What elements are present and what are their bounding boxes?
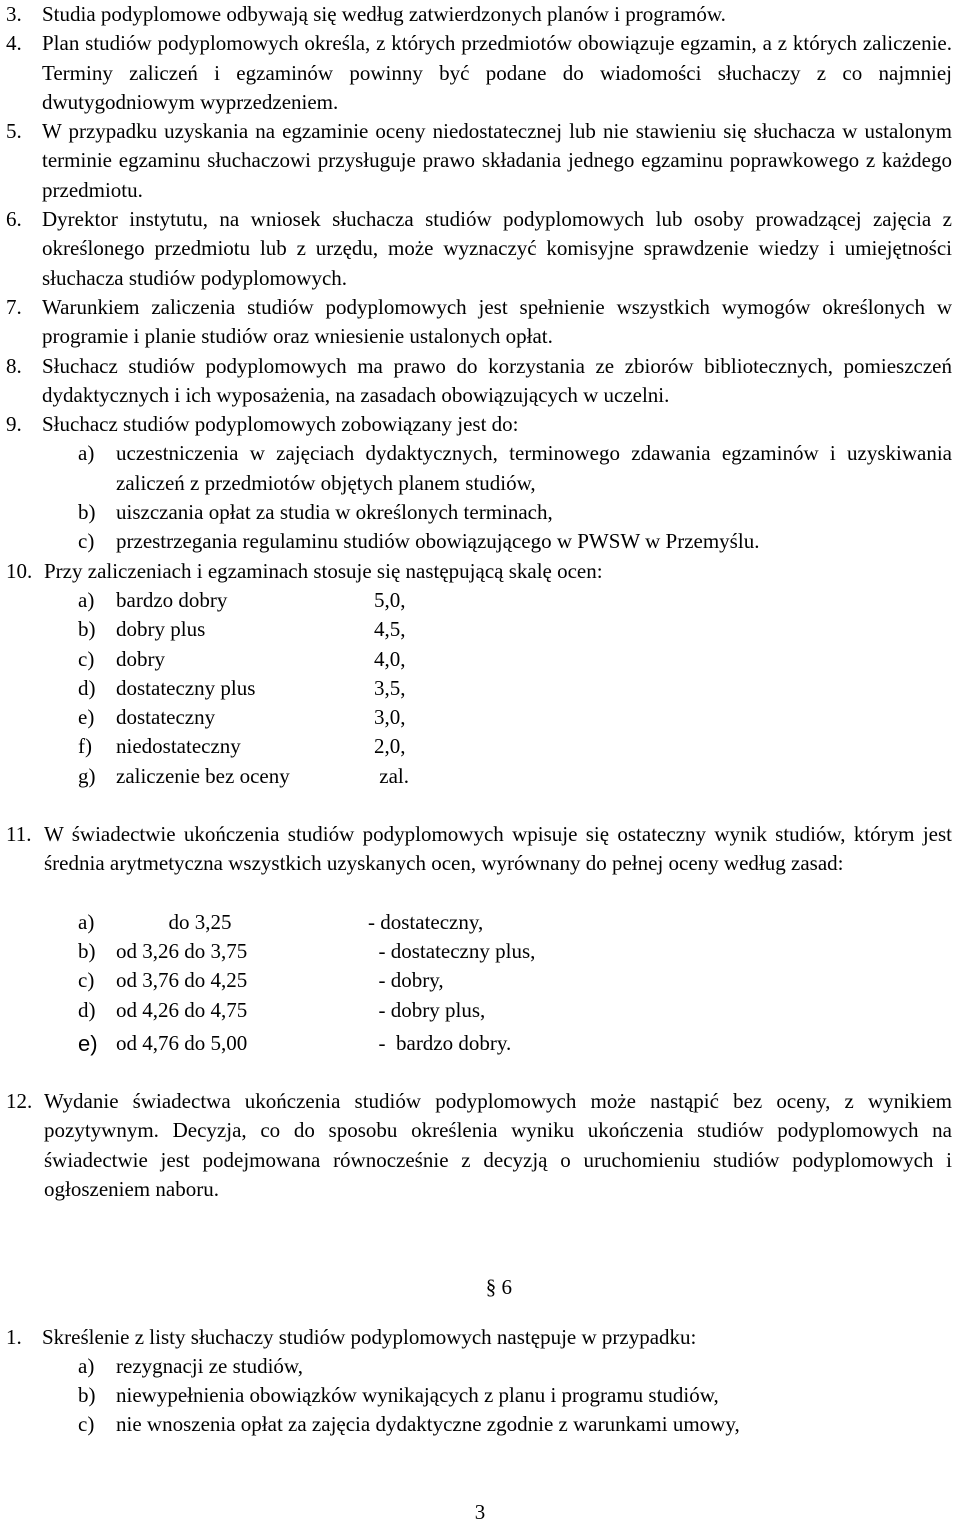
range-span: od 3,76 do 4,25 — [116, 968, 248, 993]
sub-text: uczestniczenia w zajęciach dydaktycznych, terminowego zdawania egzaminów i uzyskiwania zaliczeń z przedmiotów objętych planem studiów, — [116, 441, 952, 495]
sub-text: przestrzegania regulaminu studiów obowiązującego w PWSW w Przemyślu. — [116, 529, 760, 554]
sub-item-9c — [6, 527, 952, 556]
item-text: Studia podyplomowe odbywają się według zatwierdzonych planów i programów. — [42, 2, 726, 26]
item-text: W przypadku uzyskania na egzaminie oceny niedostatecznej lub nie stawieniu się słuchacza w ustalonym terminie egzaminu słuchaczowi przysługuje prawo składania jednego egzaminu poprawkowego z każdego przedmiotu. — [42, 119, 952, 202]
grade-row — [6, 762, 952, 791]
grade-value: 5,0, — [374, 587, 406, 612]
sub-letter: a) — [78, 441, 95, 466]
range-span: do 3,25 — [116, 909, 232, 934]
grade-value: zal. — [374, 763, 409, 788]
sub-item-1b — [6, 1381, 952, 1410]
sub-item-1c — [6, 1410, 952, 1439]
range-result: - dostateczny plus, — [368, 938, 536, 963]
grade-name: bardzo dobry — [116, 587, 228, 612]
grade-letter: c) — [78, 646, 95, 671]
grade-row — [6, 732, 952, 761]
item-number: 8. — [6, 353, 22, 378]
grade-value: 3,0, — [374, 705, 406, 730]
range-result: - dobry, — [368, 968, 444, 993]
grade-value: 4,5, — [374, 617, 406, 642]
spacer — [6, 791, 952, 820]
grade-name: dobry plus — [116, 617, 206, 642]
item-text: Przy zaliczeniach i egzaminach stosuje się następującą skalę ocen: — [44, 558, 603, 583]
paragraph-item-7 — [6, 293, 952, 352]
item-number: 9. — [6, 412, 22, 437]
grade-row — [6, 645, 952, 674]
sub-text: nie wnoszenia opłat za zajęcia dydaktyczne zgodnie z warunkami umowy, — [116, 1412, 740, 1437]
paragraph-item-5 — [6, 117, 952, 205]
spacer — [6, 1303, 952, 1323]
item-number: 1. — [6, 1324, 22, 1349]
sub-item-1a — [6, 1352, 952, 1381]
spacer — [6, 879, 952, 908]
sub-item-9b — [6, 498, 952, 527]
grade-name: zaliczenie bez oceny — [116, 763, 290, 788]
grade-row — [6, 703, 952, 732]
range-row — [6, 937, 952, 966]
grade-letter: a) — [78, 587, 95, 612]
paragraph-item-11 — [6, 820, 952, 879]
paragraph-item-4 — [6, 29, 952, 117]
range-letter: e) — [78, 1030, 98, 1056]
item-text: Warunkiem zaliczenia studiów podyplomowych jest spełnienie wszystkich wymogów określonych w programie i planie studiów oraz wniesienie ustalonych opłat. — [42, 294, 952, 349]
sub-letter: b) — [78, 1383, 96, 1408]
range-letter: c) — [78, 968, 95, 993]
paragraph-item-9 — [6, 410, 952, 439]
sub-letter: b) — [78, 500, 96, 525]
grade-letter: e) — [78, 705, 95, 730]
item-text: W świadectwie ukończenia studiów podyplomowych wpisuje się ostateczny wynik studiów, którym jest średnia arytmetyczna wszystkich uzyskanych ocen, wyrównany do pełnej oceny według zasad: — [44, 822, 952, 876]
range-result: - dobry plus, — [368, 997, 486, 1022]
range-letter: b) — [78, 938, 96, 963]
item-number: 6. — [6, 207, 22, 232]
item-text: Dyrektor instytutu, na wniosek słuchacza studiów podyplomowych lub osoby prowadzącej zajęcia z określonego przedmiotu lub z urzędu, może wyznaczyć komisyjne sprawdzenie wiedzy i umiejętności słuchacza studiów podyplomowych. — [42, 207, 952, 290]
item-number: 7. — [6, 294, 22, 319]
grade-row — [6, 586, 952, 615]
range-span: od 4,76 do 5,00 — [116, 1030, 248, 1055]
grade-value: 4,0, — [374, 646, 406, 671]
range-result: - bardzo dobry. — [368, 1030, 512, 1055]
grade-letter: b) — [78, 617, 96, 642]
grade-value: 2,0, — [374, 734, 406, 759]
section-item-1 — [6, 1323, 952, 1352]
item-number: 3. — [6, 2, 22, 26]
range-letter: a) — [78, 909, 95, 934]
range-result: - dostateczny, — [368, 909, 484, 934]
sub-item-9a — [6, 439, 952, 498]
section-heading: § 6 — [485, 1275, 512, 1300]
paragraph-item-10 — [6, 557, 952, 586]
range-letter: d) — [78, 997, 96, 1022]
sub-text: uiszczania opłat za studia w określonych terminach, — [116, 500, 553, 525]
grade-letter: d) — [78, 675, 96, 700]
spacer — [6, 1204, 952, 1233]
item-number: 11. — [6, 822, 32, 847]
grade-name: dostateczny plus — [116, 675, 256, 700]
sub-letter: c) — [78, 1412, 95, 1437]
item-text: Słuchacz studiów podyplomowych ma prawo do korzystania ze zbiorów bibliotecznych, pomieszczeń dydaktycznych i ich wyposażenia, na zasadach obowiązujących w uczelni. — [42, 353, 952, 407]
grade-row — [6, 674, 952, 703]
grade-row — [6, 615, 952, 644]
sub-text: rezygnacji ze studiów, — [116, 1353, 303, 1378]
sub-letter: a) — [78, 1353, 95, 1378]
range-span: od 4,26 do 4,75 — [116, 997, 248, 1022]
spacer — [6, 1233, 952, 1253]
range-span: od 3,26 do 3,75 — [116, 938, 248, 963]
sub-text: niewypełnienia obowiązków wynikających z planu i programu studiów, — [116, 1383, 719, 1408]
item-text: Słuchacz studiów podyplomowych zobowiązany jest do: — [42, 412, 519, 437]
item-number: 4. — [6, 31, 22, 56]
paragraph-item-3 — [6, 0, 952, 29]
range-row — [6, 908, 952, 937]
paragraph-item-6 — [6, 205, 952, 293]
grade-value: 3,5, — [374, 675, 406, 700]
range-row — [6, 1029, 952, 1058]
grade-name: dostateczny — [116, 705, 216, 730]
spacer — [6, 1253, 952, 1273]
grade-letter: g) — [78, 763, 96, 788]
grade-name: dobry — [116, 646, 165, 671]
spacer — [6, 1058, 952, 1087]
item-text: Wydanie świadectwa ukończenia studiów podyplomowych może nastąpić bez oceny, z wynikiem pozytywnym. Decyzja, co do sposobu określenia wyniku ukończenia studiów podyplomowych na świadectwie jest podejmowana równocześnie z decyzją o uruchomieniu studiów podyplomowych i ogłoszeniem naboru. — [44, 1089, 952, 1201]
item-number: 10. — [6, 558, 33, 583]
item-text: Skreślenie z listy słuchaczy studiów podyplomowych następuje w przypadku: — [42, 1324, 697, 1349]
range-row — [6, 996, 952, 1025]
grade-letter: f) — [78, 734, 92, 759]
page-number: 3 — [474, 1500, 486, 1524]
grade-name: niedostateczny — [116, 734, 241, 759]
paragraph-item-12 — [6, 1087, 952, 1204]
sub-letter: c) — [78, 529, 95, 554]
paragraph-item-8 — [6, 352, 952, 411]
item-number: 5. — [6, 119, 22, 144]
item-number: 12. — [6, 1089, 33, 1114]
range-row — [6, 966, 952, 995]
item-text: Plan studiów podyplomowych określa, z których przedmiotów obowiązuje egzamin, a z których zaliczenie. Terminy zaliczeń i egzaminów powinny być podane do wiadomości słuchaczy z co najmniej dwutygodniowym wyprzedzeniem. — [42, 31, 952, 114]
